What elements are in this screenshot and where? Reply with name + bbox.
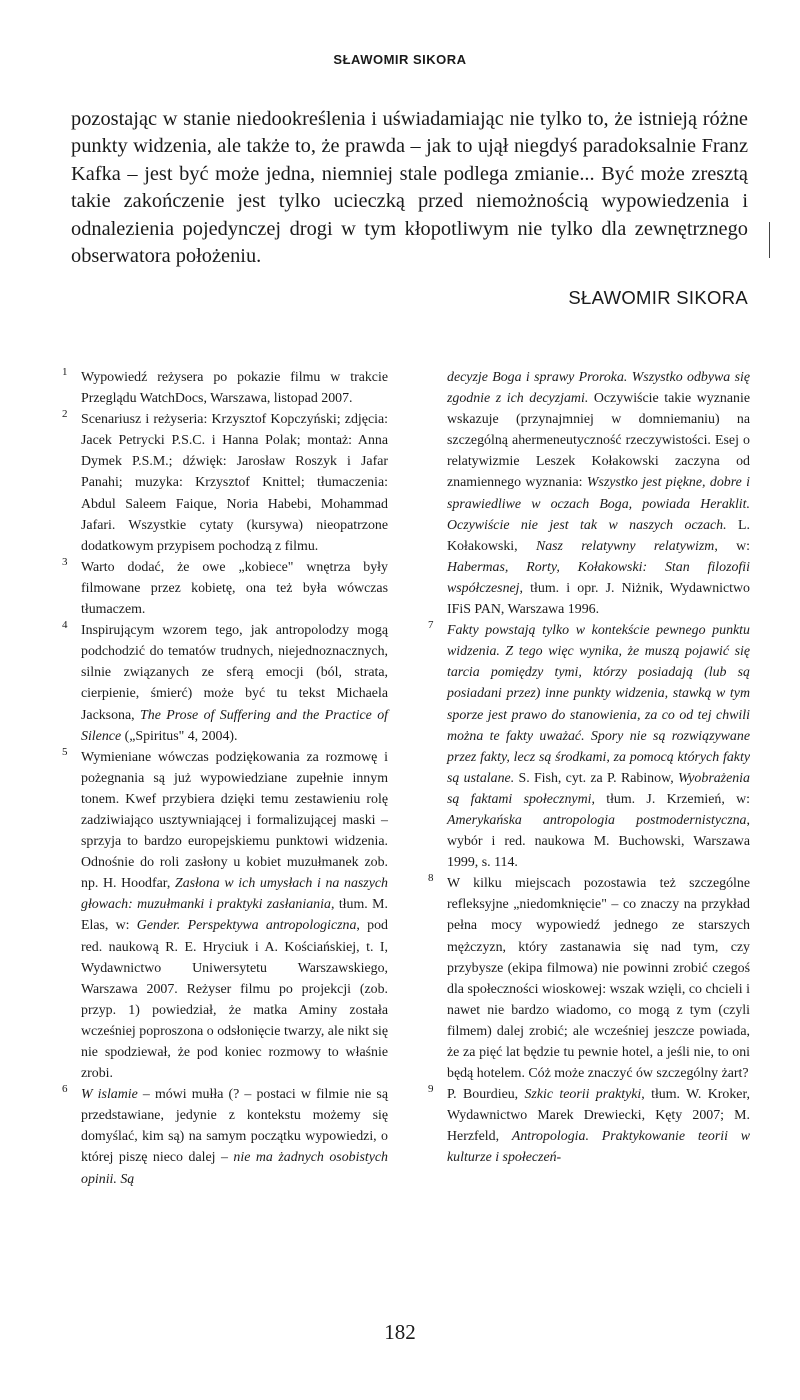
footnote-number: 9 <box>428 1083 434 1096</box>
footnote-title: Zasłona w ich umysłach i na naszych głowach: muzułmanki i praktyki zasłaniania <box>81 876 388 913</box>
footnote-text: L. Kołakowski, <box>447 517 750 554</box>
page-number: 182 <box>384 1320 416 1344</box>
footnote-text: , tłum. J. Krzemień, w: <box>591 791 750 807</box>
footnote-6 <box>62 1084 388 1189</box>
footnote-title: Habermas, Rorty, Kołakowski: Stan filozofii współczesnej <box>447 559 750 596</box>
footnote-title: The Prose of Suffering and the Practice of Silence <box>81 707 388 744</box>
footnote-text: , tłum. W. Kroker, Wydawnictwo Marek Drewiecki, Kęty 2007; M. Herzfeld, <box>447 1087 750 1145</box>
running-head: SŁAWOMIR SIKORA <box>333 52 467 67</box>
footnote-text: W kilku miejscach pozostawia też szczególne refleksyjne „niedomknięcie" – co znaczy na przykład pełna mocy wypowiedź jednego ze starszych mężczyzn, który zastanawia się nad tym, czy przybysze (ekipa filmowa) nie powinni zrobić czegoś dla społeczności wioskowej: wszak wzięli, co chcieli i nawet nie bardzo wiadomo, co mogą z tym (czyli filmem) dalej zrobić; ale wcześniej jeszcze powiada, że za pięć lat będzie tu pewnie hotel, a jeśli nie, to oni będą hotelem. Cóż może znaczyć ów szczególny żart? <box>447 876 750 1082</box>
footnote-2 <box>62 409 388 557</box>
footnote-number: 5 <box>62 745 68 758</box>
footnote-number: 6 <box>62 1083 68 1096</box>
footnote-text: , tłum. M. Elas, w: <box>81 897 389 934</box>
footnote-8 <box>428 873 750 1084</box>
footnote-quote: nie ma żadnych osobistych opinii. Są <box>81 1150 388 1187</box>
footnote-number: 1 <box>62 366 68 378</box>
footnote-text: P. Bourdieu, <box>447 1087 525 1103</box>
footnote-text: („Spiritus" 4, 2004). <box>121 728 238 744</box>
main-paragraph: pozostając w stanie niedookreślenia i uświadamiając nie tylko to, że istnieją różne punkty widzenia, ale także to, że prawda – jak to ujął niegdyś paradoksalnie Franz Kafka – jest być może jedna, niemniej stale podlega zmianie... Być może zresztą takie zakończenie jest tylko ucieczką przed niemożnością wypowiedzenia i odnalezienia pojedynczej drogi w tym kłopotliwym nie tylko dla zewnętrznego obserwatora położeniu. <box>71 108 748 268</box>
footnote-number: 3 <box>62 555 68 568</box>
footnote-number: 4 <box>62 619 68 632</box>
footnote-5 <box>62 747 388 1085</box>
footnotes-right-column <box>428 367 750 1169</box>
footnote-text: Wymieniane wówczas podziękowania za rozmowę i pożegnania są już wypowiedziane zupełnie innym tonem. Kwef przybiera dzięki temu zestawieniu rolę zadziwiająco usztywniającej i formalizującej maski – sprzyja to bardzo europejskiemu punktowi widzenia. Odnośnie do roli zasłony u kobiet muzułmanek zob. np. H. Hoodfar, <box>81 749 388 892</box>
footnote-quote: Wszystko jest piękne, dobre i sprawiedliwe w oczach Boga, powiada Heraklit. Oczywiście nie jest tak w naszych oczach. <box>447 475 750 533</box>
footnote-number: 7 <box>428 619 434 632</box>
footnote-1 <box>62 367 388 409</box>
footnote-text: Warto dodać, że owe „kobiece" wnętrza były filmowane przez kobietę, ona też była wówczas tłumaczem. <box>81 559 388 618</box>
footnote-text: Inspirującym wzorem tego, jak antropolodzy mogą podchodzić do tematów trudnych, niejednoznacznych, silnie związanych ze sferą emocji (ból, strata, cierpienie, śmierć) może być tu tekst Michaela Jacksona, <box>81 623 388 723</box>
footnote-title: Nasz relatywny relatywizm <box>535 538 715 554</box>
footnote-text: Scenariusz i reżyseria: Krzysztof Kopczyński; zdjęcia: Jacek Petrycki P.S.C. i Hanna Polak; montaż: Anna Dymek P.S.M.; dźwięk: Jarosław Roszyk i Jafar Panahi; muzyka: Krzysztof Knittel; tłumaczenia: Abdul Saleem Faique, Noria Habebi, Mohammad Jafari. Wszystkie cytaty (kursywa) nieopatrzone dodatkowym przypisem pochodzą z filmu. <box>81 412 388 554</box>
footnote-text: Oczywiście takie wyznanie wskazuje (przynajmniej w domniemaniu) na szczególną ahermeneutyczność rzeczywistości. Esej o relatywizmie Leszek Kołakowski zaczyna od znamiennego wyznania: <box>447 391 750 491</box>
footnote-title: Wyobrażenia są faktami społecznymi <box>447 770 750 807</box>
margin-mark <box>769 222 770 258</box>
footnote-title: Szkic teorii praktyki <box>524 1087 642 1103</box>
footnote-title: Gender. Perspektywa antropologiczna <box>136 918 357 934</box>
footnote-6-continued <box>428 367 750 620</box>
footnote-number: 8 <box>428 872 434 885</box>
footnote-title: Antropologia. Praktykowanie teorii w kulturze i społeczeń- <box>447 1129 751 1166</box>
footnote-quote: decyzje Boga i sprawy Proroka. Wszystko odbywa się zgodnie z ich decyzjami. <box>447 370 750 407</box>
footnote-text: , w: <box>714 538 750 554</box>
footnote-quote: Fakty powstają tylko w kontekście pewnego punktu widzenia. Z tego więc wynika, że muszą pojawić się tarcia pomiędzy tymi, którzy posiadają (lub są posiadani przez) inne punkty widzenia, stawką w tym sporze jest prawo do stanowienia, za co od tej chwili można te fakty uważać. Spory nie są rozwiązywane przez fakty, lecz są środkami, za pomocą których fakty są ustalane. <box>447 623 750 786</box>
footnote-quote: W islamie <box>81 1087 138 1103</box>
footnote-text: Wypowiedź reżysera po pokazie filmu w trakcie Przeglądu WatchDocs, Warszawa, listopad 2007. <box>81 370 388 407</box>
footnote-7 <box>428 620 750 873</box>
footnote-text: , wybór i red. naukowa M. Buchowski, Warszawa 1999, s. 114. <box>447 812 750 871</box>
footnote-text: , pod red. naukową R. E. Hryciuk i A. Kościańskiej, t. I, Wydawnictwo Uniwersytetu Warszawskiego, Warszawa 2007. Reżyser filmu po projekcji (zob. przyp. 1) powiedział, że matka Aminy została wcześniej poproszona o odsłonięcie twarzy, ale nikt się nie spodziewał, że pod koniec rozmowy to właśnie zrobi. <box>81 918 388 1082</box>
footnote-text: , tłum. i opr. J. Niżnik, Wydawnictwo IFiS PAN, Warszawa 1996. <box>447 580 750 618</box>
footnote-4 <box>62 620 388 747</box>
footnote-number: 2 <box>62 408 68 421</box>
author-signature: SŁAWOMIR SIKORA <box>568 287 748 308</box>
footnote-text: – mówi mułła (? – postaci w filmie nie są przedstawiane, jedynie z kontekstu możemy się domyślać, kim są) na samym początku wypowiedzi, o której piszę nieco dalej – <box>81 1087 388 1166</box>
footnote-text: S. Fish, cyt. za P. Rabinow, <box>514 770 678 786</box>
footnotes-left-column <box>62 367 388 1190</box>
footnote-title: Amerykańska antropologia postmodernistyczna <box>447 812 747 828</box>
footnote-3 <box>62 557 388 620</box>
footnote-9 <box>428 1084 750 1168</box>
